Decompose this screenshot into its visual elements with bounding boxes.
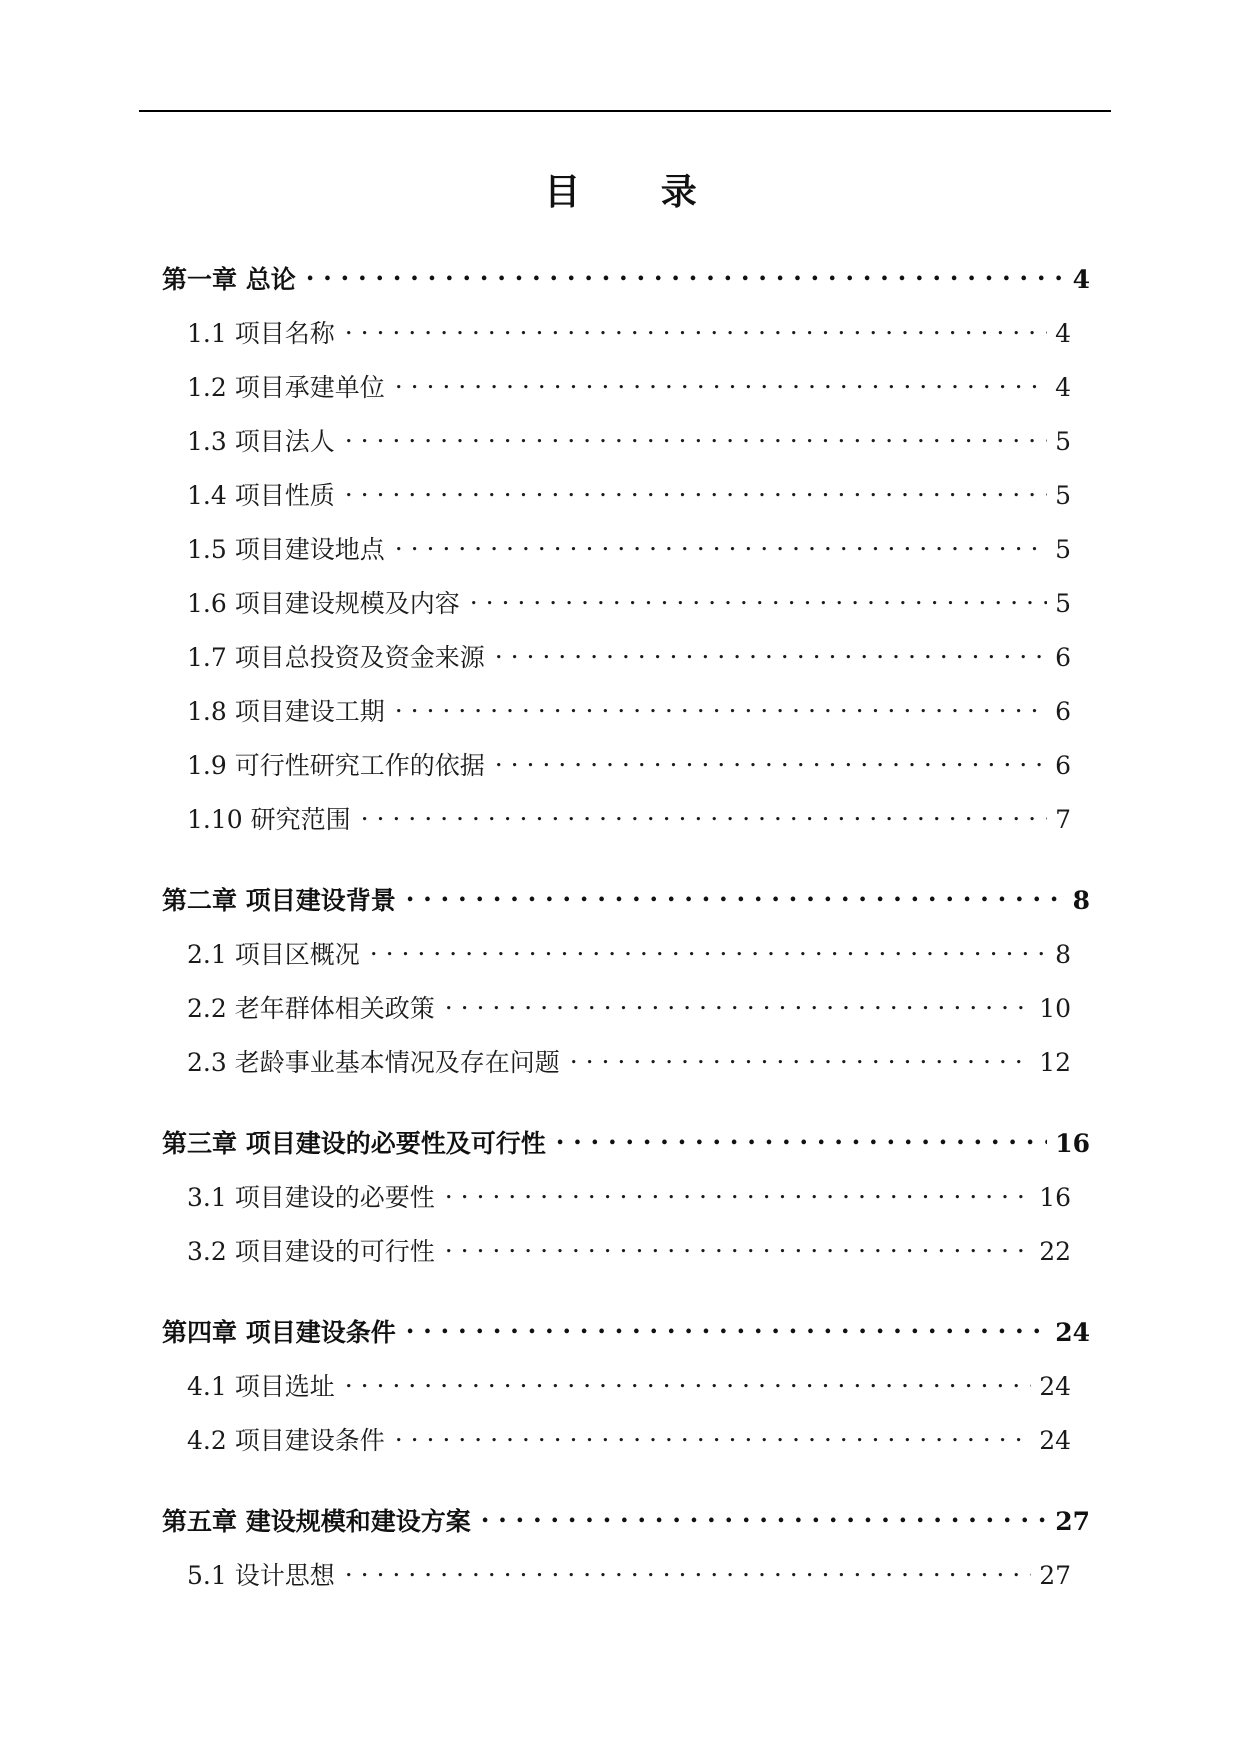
toc-section-4-2[interactable] bbox=[187, 1418, 1071, 1456]
toc-page-number: 5 bbox=[1055, 535, 1071, 565]
toc-entry-label: 第二章 项目建设背景 bbox=[162, 886, 396, 916]
toc-entry-label: 第三章 项目建设的必要性及可行性 bbox=[162, 1129, 546, 1159]
toc-entry-label: 第四章 项目建设条件 bbox=[162, 1318, 396, 1348]
toc-entry-label: 1.1 项目名称 bbox=[187, 319, 335, 349]
toc-chapter-3[interactable] bbox=[162, 1121, 1090, 1159]
dot-leader bbox=[445, 1229, 1031, 1260]
toc-title: 目 录 bbox=[544, 171, 731, 213]
dot-leader bbox=[306, 257, 1065, 288]
toc-entry-label: 5.1 设计思想 bbox=[187, 1561, 335, 1591]
toc-entry-label: 1.4 项目性质 bbox=[187, 481, 335, 511]
toc-page-number: 5 bbox=[1055, 481, 1071, 511]
toc-section-5-1[interactable] bbox=[187, 1553, 1071, 1591]
toc-section-1-3[interactable] bbox=[187, 419, 1071, 457]
toc-page-number: 4 bbox=[1072, 265, 1090, 295]
toc-section-3-1[interactable] bbox=[187, 1175, 1071, 1213]
toc-section-2-2[interactable] bbox=[187, 986, 1071, 1024]
toc-page-number: 6 bbox=[1055, 643, 1071, 673]
dot-leader bbox=[345, 1364, 1031, 1395]
toc-entry-label: 1.9 可行性研究工作的依据 bbox=[187, 751, 485, 781]
toc-entry-label: 3.1 项目建设的必要性 bbox=[187, 1183, 435, 1213]
toc-entry-label: 1.10 研究范围 bbox=[187, 805, 351, 835]
toc-section-1-9[interactable] bbox=[187, 743, 1071, 781]
toc-section-1-8[interactable] bbox=[187, 689, 1071, 727]
toc-entry-label: 第一章 总论 bbox=[162, 265, 296, 295]
toc-chapter-1[interactable] bbox=[162, 257, 1090, 295]
toc-entry-label: 1.7 项目总投资及资金来源 bbox=[187, 643, 485, 673]
dot-leader bbox=[445, 1175, 1031, 1206]
toc-page-number: 6 bbox=[1055, 751, 1071, 781]
toc-page-number: 12 bbox=[1039, 1048, 1071, 1078]
toc-page-number: 24 bbox=[1039, 1426, 1071, 1456]
dot-leader bbox=[345, 1553, 1031, 1584]
toc-page-number: 8 bbox=[1055, 940, 1071, 970]
toc-page-number: 22 bbox=[1039, 1237, 1071, 1267]
toc-page-number: 5 bbox=[1055, 589, 1071, 619]
toc-page-number: 16 bbox=[1039, 1183, 1071, 1213]
dot-leader bbox=[556, 1121, 1047, 1152]
dot-leader bbox=[495, 743, 1047, 774]
toc-section-1-5[interactable] bbox=[187, 527, 1071, 565]
dot-leader bbox=[445, 986, 1031, 1017]
toc-entry-label: 1.3 项目法人 bbox=[187, 427, 335, 457]
toc-chapter-5[interactable] bbox=[162, 1499, 1090, 1537]
toc-entry-label: 1.5 项目建设地点 bbox=[187, 535, 385, 565]
toc-entry-label: 4.1 项目选址 bbox=[187, 1372, 335, 1402]
dot-leader bbox=[345, 311, 1047, 342]
toc-page-number: 27 bbox=[1039, 1561, 1071, 1591]
dot-leader bbox=[395, 689, 1047, 720]
dot-leader bbox=[570, 1040, 1031, 1071]
toc-page-number: 16 bbox=[1055, 1129, 1090, 1159]
toc-entry-label: 1.8 项目建设工期 bbox=[187, 697, 385, 727]
dot-leader bbox=[395, 1418, 1031, 1449]
toc-entry-label: 3.2 项目建设的可行性 bbox=[187, 1237, 435, 1267]
dot-leader bbox=[395, 365, 1047, 396]
toc-section-1-10[interactable] bbox=[187, 797, 1071, 835]
toc-entry-label: 2.2 老年群体相关政策 bbox=[187, 994, 435, 1024]
toc-entry-label: 1.2 项目承建单位 bbox=[187, 373, 385, 403]
dot-leader bbox=[395, 527, 1047, 558]
toc-page-number: 6 bbox=[1055, 697, 1071, 727]
toc-chapter-4[interactable] bbox=[162, 1310, 1090, 1348]
dot-leader bbox=[481, 1499, 1047, 1530]
toc-section-1-7[interactable] bbox=[187, 635, 1071, 673]
toc-section-2-1[interactable] bbox=[187, 932, 1071, 970]
dot-leader bbox=[345, 419, 1047, 450]
toc-section-3-2[interactable] bbox=[187, 1229, 1071, 1267]
toc-section-1-6[interactable] bbox=[187, 581, 1071, 619]
toc-page-number: 4 bbox=[1055, 373, 1071, 403]
toc-page-number: 24 bbox=[1055, 1318, 1090, 1348]
toc-entry-label: 2.1 项目区概况 bbox=[187, 940, 360, 970]
dot-leader bbox=[406, 1310, 1047, 1341]
toc-section-2-3[interactable] bbox=[187, 1040, 1071, 1078]
toc-page-number: 5 bbox=[1055, 427, 1071, 457]
dot-leader bbox=[495, 635, 1047, 666]
toc-page-number: 4 bbox=[1055, 319, 1071, 349]
toc-page-number: 10 bbox=[1039, 994, 1071, 1024]
toc-page-number: 7 bbox=[1055, 805, 1071, 835]
toc-page-number: 27 bbox=[1055, 1507, 1090, 1537]
header-rule bbox=[139, 110, 1111, 112]
toc-section-1-1[interactable] bbox=[187, 311, 1071, 349]
toc-page-number: 8 bbox=[1072, 886, 1090, 916]
toc-section-4-1[interactable] bbox=[187, 1364, 1071, 1402]
dot-leader bbox=[345, 473, 1047, 504]
toc-section-1-2[interactable] bbox=[187, 365, 1071, 403]
toc-chapter-2[interactable] bbox=[162, 878, 1090, 916]
dot-leader bbox=[406, 878, 1065, 909]
toc-entry-label: 4.2 项目建设条件 bbox=[187, 1426, 385, 1456]
dot-leader bbox=[370, 932, 1047, 963]
toc-entry-label: 2.3 老龄事业基本情况及存在问题 bbox=[187, 1048, 560, 1078]
toc-page-number: 24 bbox=[1039, 1372, 1071, 1402]
toc-section-1-4[interactable] bbox=[187, 473, 1071, 511]
toc-entry-label: 1.6 项目建设规模及内容 bbox=[187, 589, 460, 619]
dot-leader bbox=[361, 797, 1047, 828]
dot-leader bbox=[470, 581, 1047, 612]
toc-entry-label: 第五章 建设规模和建设方案 bbox=[162, 1507, 471, 1537]
